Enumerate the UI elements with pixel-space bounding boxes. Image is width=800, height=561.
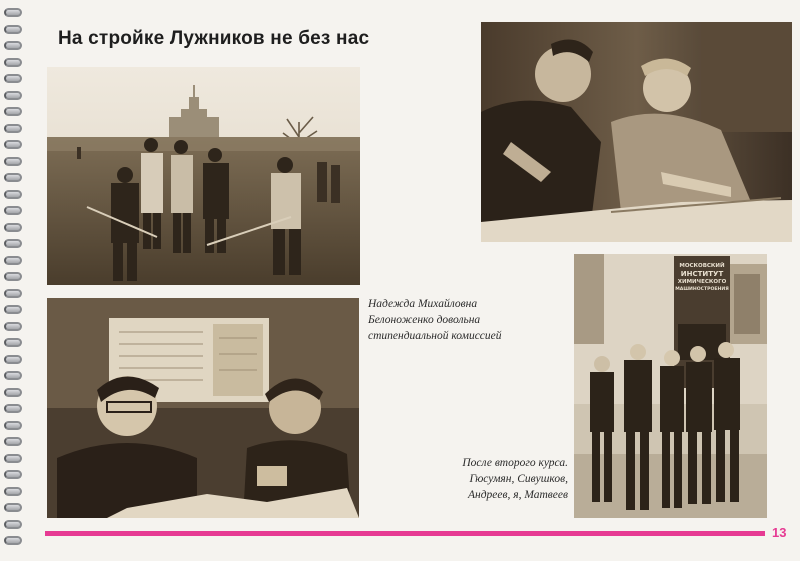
institute-sign xyxy=(674,262,730,294)
spiral-ring xyxy=(4,437,22,446)
spiral-ring xyxy=(4,503,22,512)
spiral-ring xyxy=(4,140,22,149)
caption-line: После второго курса. xyxy=(462,457,568,469)
spiral-ring xyxy=(4,487,22,496)
sign-line: МОСКОВСКИЙ xyxy=(679,263,725,269)
caption-line: Гюсумян, Сивушков, xyxy=(469,473,568,485)
spiral-ring xyxy=(4,520,22,529)
spiral-ring xyxy=(4,454,22,463)
spiral-ring xyxy=(4,239,22,248)
office-photo xyxy=(47,298,359,518)
caption-line: Белоноженко довольна xyxy=(368,314,481,326)
spiral-ring xyxy=(4,157,22,166)
spiral-ring xyxy=(4,173,22,182)
drafting-photo xyxy=(481,22,792,242)
caption-line: Андреев, я, Матвеев xyxy=(467,489,568,501)
caption-line: Надежда Михайловна xyxy=(368,298,478,310)
institute-photo xyxy=(574,254,767,518)
caption-line: стипендиальной комиссией xyxy=(368,330,502,342)
spiral-ring xyxy=(4,91,22,100)
institute-caption xyxy=(445,455,568,503)
spiral-ring xyxy=(4,206,22,215)
spiral-ring xyxy=(4,223,22,232)
spiral-ring xyxy=(4,470,22,479)
spiral-ring xyxy=(4,107,22,116)
construction-photo xyxy=(47,67,360,285)
spiral-ring xyxy=(4,190,22,199)
spiral-ring xyxy=(4,41,22,50)
sign-line: МАШИНОСТРОЕНИЯ xyxy=(675,287,729,292)
page-title: На стройке Лужников не без нас xyxy=(58,28,370,49)
spiral-ring xyxy=(4,338,22,347)
page-number: 13 xyxy=(772,525,787,540)
spiral-ring xyxy=(4,8,22,17)
spiral-ring xyxy=(4,74,22,83)
spiral-ring xyxy=(4,371,22,380)
spiral-ring xyxy=(4,404,22,413)
spiral-ring xyxy=(4,536,22,545)
spiral-binding xyxy=(0,0,26,561)
spiral-ring xyxy=(4,355,22,364)
spiral-ring xyxy=(4,388,22,397)
spiral-ring xyxy=(4,58,22,67)
spiral-ring xyxy=(4,289,22,298)
spiral-ring xyxy=(4,124,22,133)
spiral-ring xyxy=(4,421,22,430)
spiral-ring xyxy=(4,25,22,34)
spiral-ring xyxy=(4,305,22,314)
office-caption xyxy=(368,296,502,344)
footer-rule xyxy=(45,531,765,536)
spiral-ring xyxy=(4,272,22,281)
spiral-ring xyxy=(4,322,22,331)
sign-line: ИНСТИТУТ xyxy=(680,270,724,278)
spiral-ring xyxy=(4,256,22,265)
sign-line: ХИМИЧЕСКОГО xyxy=(677,279,727,285)
